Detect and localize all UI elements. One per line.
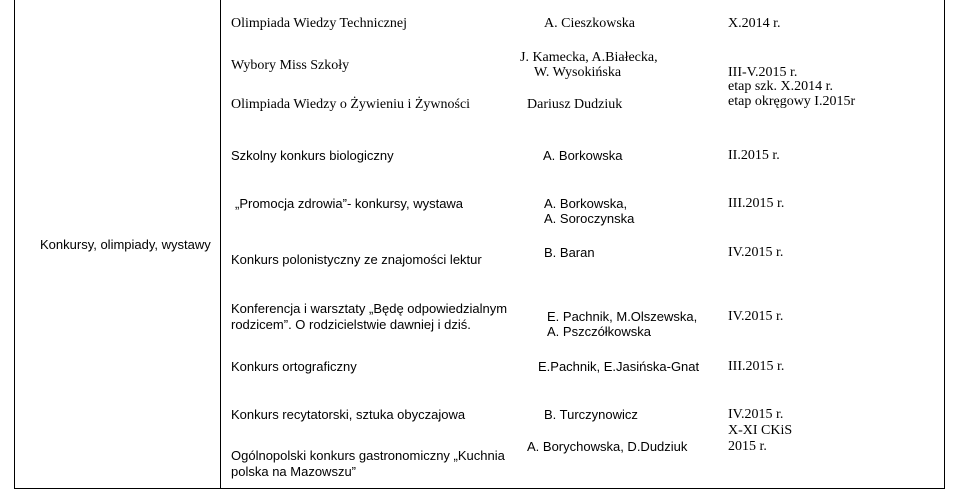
table-left-border: [14, 0, 15, 489]
event-name: „Promocja zdrowia”- konkursy, wystawa: [235, 196, 464, 211]
table-right-border: [944, 0, 945, 489]
organizer: E.Pachnik, E.Jasińska-Gnat: [538, 359, 700, 374]
event-date: X-XI CKiS: [728, 423, 793, 438]
event-date: IV.2015 r.: [728, 309, 784, 324]
column-divider: [220, 0, 221, 489]
organizer: J. Kamecka, A.Białecka,: [520, 50, 658, 65]
event-name: polska na Mazowszu”: [231, 464, 356, 479]
event-name: Olimpiada Wiedzy o Żywieniu i Żywności: [231, 97, 471, 112]
event-date: III.2015 r.: [728, 359, 785, 374]
event-date: etap szk. X.2014 r.: [728, 79, 833, 94]
organizer: Dariusz Dudziuk: [527, 97, 623, 112]
organizer: B. Turczynowicz: [544, 407, 638, 422]
organizer: A. Soroczynska: [544, 211, 635, 226]
organizer: E. Pachnik, M.Olszewska,: [547, 309, 698, 324]
event-date: II.2015 r.: [728, 148, 780, 163]
organizer: W. Wysokińska: [534, 65, 622, 80]
event-date: III-V.2015 r.: [728, 65, 798, 80]
organizer: A. Pszczółkowska: [547, 324, 652, 339]
event-name: Konkurs ortograficzny: [231, 359, 357, 374]
event-name: Ogólnopolski konkurs gastronomiczny „Kuchnia: [231, 448, 505, 463]
event-date: 2015 r.: [728, 439, 767, 454]
event-date: etap okręgowy I.2015r: [728, 94, 856, 109]
event-date: IV.2015 r.: [728, 245, 784, 260]
event-name: Olimpiada Wiedzy Technicznej: [231, 16, 407, 31]
event-date: X.2014 r.: [728, 16, 781, 31]
organizer: A. Borkowska: [543, 148, 623, 163]
event-name: rodzicem”. O rodzicielstwie dawniej i dziś.: [231, 317, 471, 332]
event-name: Konkurs polonistyczny ze znajomości lektur: [231, 252, 482, 267]
organizer: B. Baran: [544, 245, 595, 260]
event-date: III.2015 r.: [728, 196, 785, 211]
organizer: A. Cieszkowska: [544, 16, 635, 31]
event-name: Szkolny konkurs biologiczny: [231, 148, 394, 163]
event-name: Konkurs recytatorski, sztuka obyczajowa: [231, 407, 466, 422]
category-label: Konkursy, olimpiady, wystawy: [40, 237, 211, 252]
organizer: A. Borychowska, D.Dudziuk: [527, 439, 688, 454]
event-name: Konferencja i warsztaty „Będę odpowiedzialnym: [231, 301, 508, 316]
organizer: A. Borkowska,: [544, 196, 628, 211]
event-name: Wybory Miss Szkoły: [231, 58, 350, 73]
event-date: IV.2015 r.: [728, 407, 784, 422]
